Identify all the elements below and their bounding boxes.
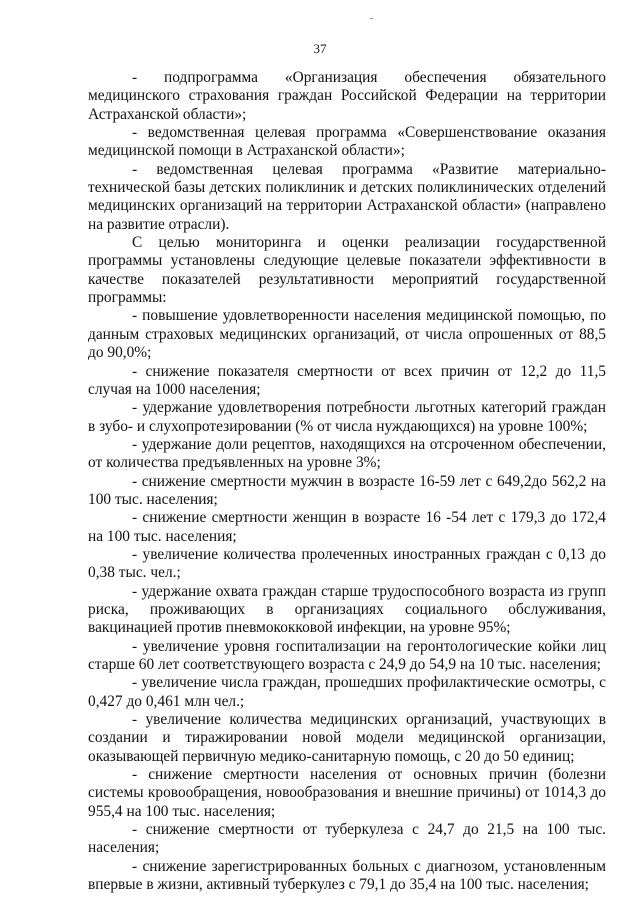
paragraph: - снижение показателя смертности от всех причин от 12,2 до 11,5 случая на 1000 населения; [88,362,606,398]
paragraph: - увеличение числа граждан, прошедших профилактические осмотры, с 0,427 до 0,461 млн чел.; [88,674,606,710]
paragraph: - снижение смертности населения от основных причин (болезни системы кровообращения, новообразования и внешние причины) от 1014,3 до 955,4 на 100 тыс. населения; [88,766,606,820]
paragraph: - увеличение уровня госпитализации на геронтологические койки лиц старше 60 лет соответствующего возраста с 24,9 до 54,9 на 10 тыс. населения; [88,637,606,673]
paragraph: - подпрограмма «Организация обеспечения обязательного медицинского страхования граждан Российской Федерации на территории Астраханской области»; [88,69,606,123]
paragraph: - увеличение количества пролеченных иностранных граждан с 0,13 до 0,38 тыс. чел.; [88,545,606,582]
page-number: 37 [313,41,327,56]
paragraph: С целью мониторинга и оценки реализации государственной программы установлены следующие целевые показатели эффективности в качестве показателей результативности мероприятий государственной программы: [88,234,606,307]
paragraph: - снижение смертности женщин в возрасте 16 -54 лет с 179,3 до 172,4 на 100 тыс. населения; [88,509,606,545]
paragraph: - снижение зарегистрированных больных с диагнозом, установленным впервые в жизни, активный туберкулез с 79,1 до 35,4 на 100 тыс. населения; [88,857,606,894]
paragraph: - удержание охвата граждан старше трудоспособного возраста из групп риска, проживающих в организациях социального обслуживания, вакцинацией против пневмококковой инфекции, на уровне 95%; [88,582,606,637]
paragraph: - ведомственная целевая программа «Развитие материально-технической базы детских поликлиник и детских поликлинических отделений медицинских организаций на территории Астраханской области» (направлено на развитие отрасли). [88,160,606,233]
scan-mark [370,18,373,19]
paragraph: - ведомственная целевая программа «Совершенствование оказания медицинской помощи в Астраханской области»; [88,124,606,160]
document-body [88,69,606,894]
paragraph: - удержание доли рецептов, находящихся на отсроченном обеспечении, от количества предъявленных на уровне 3%; [88,435,606,472]
paragraph: - снижение смертности мужчин в возрасте 16-59 лет с 649,2до 562,2 на 100 тыс. населения; [88,472,606,508]
paragraph: - снижение смертности от туберкулеза с 24,7 до 21,5 на 100 тыс. населения; [88,821,606,857]
paragraph: - повышение удовлетворенности населения медицинской помощью, по данным страховых медицинских организаций, от числа опрошенных от 88,5 до 90,0%; [88,307,606,362]
paragraph: - увеличение количества медицинских организаций, участвующих в создании и тиражировании новой модели медицинской организации, оказывающей первичную медико-санитарную помощь, с 20 до 50 единиц; [88,711,606,765]
paragraph: - удержание удовлетворения потребности льготных категорий граждан в зубо- и слухопротезировании (% от числа нуждающихся) на уровне 100%; [88,399,606,435]
